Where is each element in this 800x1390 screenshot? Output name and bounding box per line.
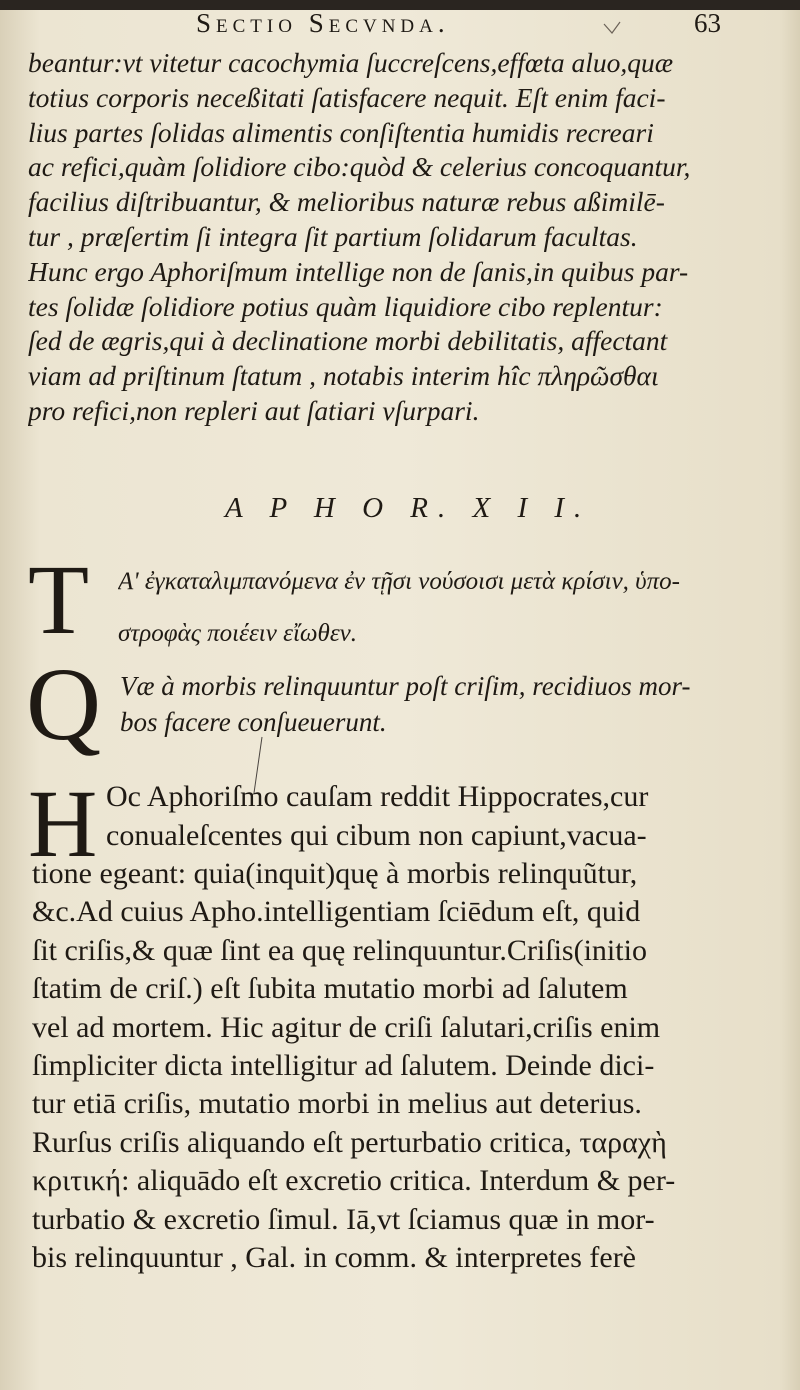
latin-line: bos facere conſueuerunt. xyxy=(120,707,387,737)
text-line: pro refici,non repleri aut ſatiari vſurpari. xyxy=(28,394,480,426)
text-line: &c.Ad cuius Apho.intelligentiam ſciēdum eſt, quid xyxy=(32,895,641,929)
text-line: tur etiā criſis, mutatio morbi in melius aut deterius. xyxy=(32,1087,642,1121)
text-line: ſit criſis,& quæ ſint ea quę relinquuntur.Criſis(initio xyxy=(32,933,647,967)
text-line: lius partes ſolidas alimentis conſiſtentia humidis recreari xyxy=(28,116,654,148)
text-line: totius corporis neceßitati ſatisfacere nequit. Eſt enim faci- xyxy=(28,81,666,113)
commentary-drop-cap: H xyxy=(28,770,98,877)
text-line: tur , præſertim ſi integra ſit partium ſolidarum facultas. xyxy=(28,220,638,252)
text-line: viam ad priſtinum ſtatum , notabis interim hîc πληρῶσθαι xyxy=(28,360,659,392)
check-mark-icon xyxy=(603,21,621,35)
text-line: κριτική: aliquādo eſt excretio critica. Interdum & per- xyxy=(32,1164,676,1198)
running-head: Sectio Secvnda. xyxy=(196,8,450,38)
text-line: bis relinquuntur , Gal. in comm. & interpretes ferè xyxy=(32,1241,636,1275)
continued-commentary xyxy=(28,46,743,429)
text-line: Rurſus criſis aliquando eſt perturbatio critica, ταραχὴ xyxy=(32,1125,667,1159)
text-line: vel ad mortem. Hic agitur de criſi ſalutari,criſis enim xyxy=(32,1010,661,1044)
latin-drop-cap: Q xyxy=(26,647,102,762)
text-line: ac refici,quàm ſolidiore cibo:quòd & celerius concoquantur, xyxy=(28,151,691,183)
greek-line: στροφὰς ποιέειν εἴωθεν. xyxy=(118,620,358,647)
greek-line: Α' ἐγκαταλιμπανόμενα ἐν τῇσι νούσοισι μετὰ κρίσιν, ὑπο- xyxy=(118,568,680,595)
text-line: ſtatim de criſ.) eſt ſubita mutatio morbi ad ſalutem xyxy=(32,972,628,1006)
greek-drop-cap: T xyxy=(28,544,90,655)
commentary-body xyxy=(32,855,747,1277)
text-line: ſimpliciter dicta intelligitur ad ſalutem. Deinde dici- xyxy=(32,1049,655,1083)
greek-aphorism-text xyxy=(118,556,748,660)
text-line: ſed de ægris,qui à declinatione morbi debilitatis, affectant xyxy=(28,325,668,357)
text-line: Hunc ergo Aphoriſmum intellige non de ſanis,in quibus par- xyxy=(28,255,689,287)
commentary-opening xyxy=(106,778,756,855)
text-line: turbatio & excretio ſimul. Iā,vt ſciamus quæ in mor- xyxy=(32,1202,655,1236)
text-line: Oc Aphoriſmo cauſam reddit Hippocrates,cur xyxy=(106,780,649,813)
text-line: facilius diſtribuantur, & melioribus naturæ rebus aßimilē- xyxy=(28,186,665,218)
text-line: beantur:vt vitetur cacochymia ſuccreſcens,effœta aluo,quæ xyxy=(28,47,674,78)
page-number: 63 xyxy=(694,8,721,38)
aphorism-heading: A P H O R. X I I. xyxy=(225,492,592,524)
text-line: tione egeant: quia(inquit)quę à morbis relinquũtur, xyxy=(32,857,638,890)
latin-aphorism-text xyxy=(120,668,740,740)
text-line: conualeſcentes qui cibum non capiunt,vacua- xyxy=(106,818,647,852)
latin-line: Væ à morbis relinquuntur poſt criſim, recidiuos mor- xyxy=(120,671,691,701)
text-line: tes ſolidæ ſolidiore potius quàm liquidiore cibo replentur: xyxy=(28,290,663,322)
page-header xyxy=(0,6,800,42)
